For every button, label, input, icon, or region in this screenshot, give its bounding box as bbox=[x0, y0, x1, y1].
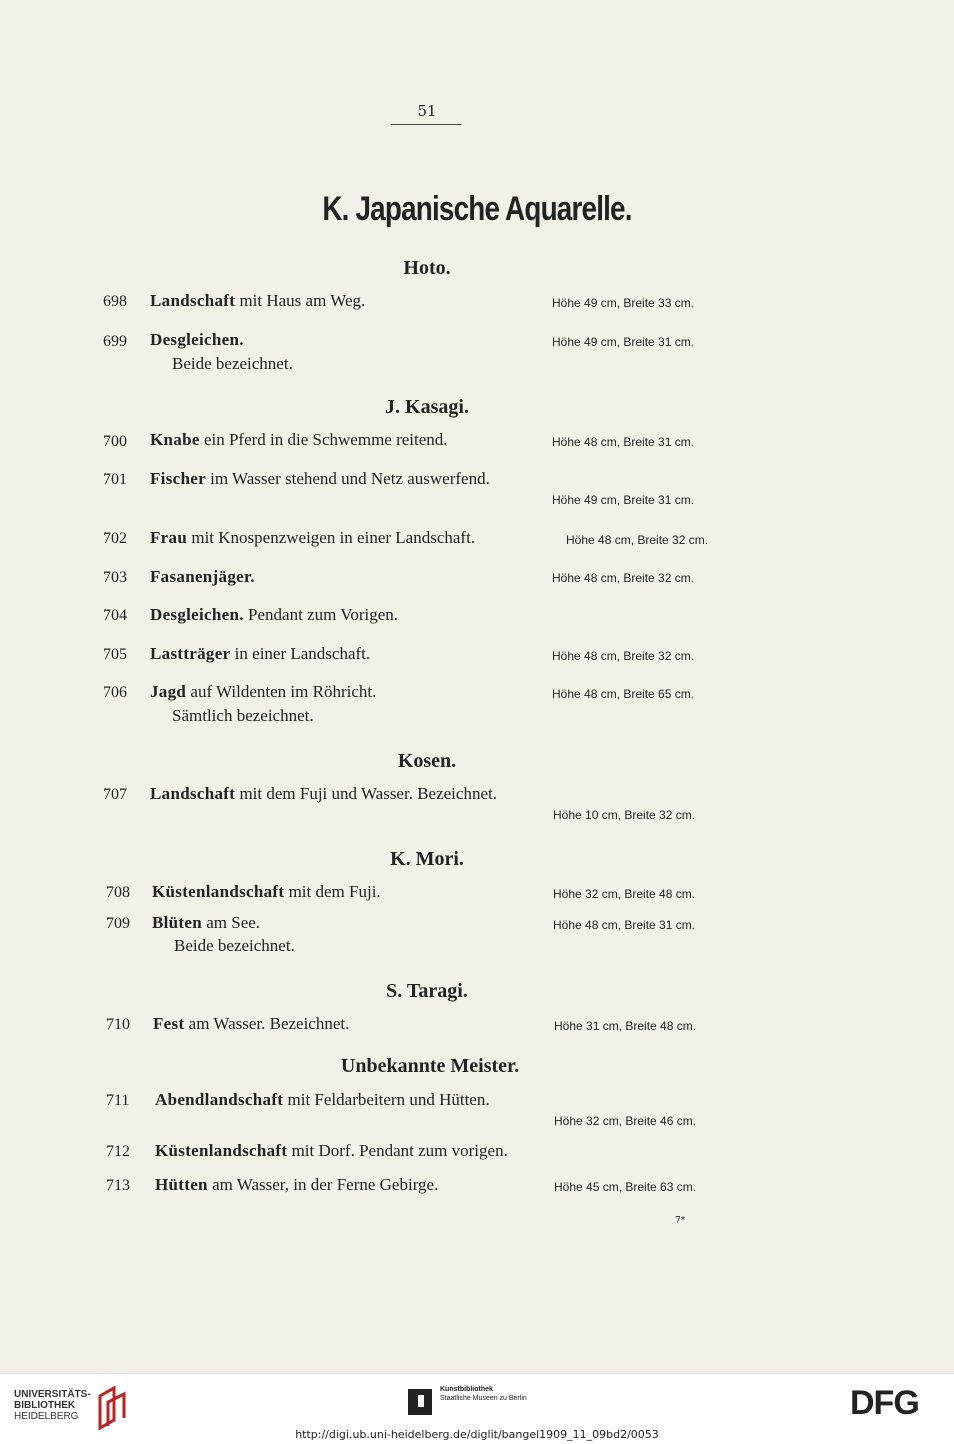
entry-title: Landschaft bbox=[150, 784, 236, 803]
entry-title: Küstenlandschaft bbox=[155, 1141, 288, 1160]
entry-title: Fasanenjäger. bbox=[150, 567, 255, 586]
entry-text bbox=[150, 330, 244, 350]
entry-text bbox=[150, 291, 365, 311]
entry-number: 706 bbox=[103, 684, 127, 701]
entry-dimensions: Höhe 10 cm, Breite 32 cm. bbox=[553, 808, 696, 822]
permalink-url[interactable]: http://digi.ub.uni-heidelberg.de/diglit/bangel1909_11_09bd2/0053 bbox=[295, 1428, 659, 1441]
entry-number: 698 bbox=[103, 293, 127, 310]
entry-text bbox=[150, 682, 376, 702]
section-title: K. Japanische Aquarelle. bbox=[322, 190, 632, 228]
entry-text bbox=[155, 1141, 508, 1161]
entry-number: 707 bbox=[103, 786, 127, 803]
entry-dimensions: Höhe 48 cm, Breite 32 cm. bbox=[552, 649, 695, 663]
entry-description: mit Feldarbeitern und Hütten. bbox=[283, 1090, 490, 1109]
entry-text bbox=[153, 1014, 349, 1034]
entry-text bbox=[155, 1090, 490, 1110]
entry-description: am Wasser, in der Ferne Gebirge. bbox=[207, 1175, 439, 1194]
entry-number: 700 bbox=[103, 433, 127, 450]
kb-line-2: Staatliche Museen zu Berlin bbox=[440, 1395, 527, 1402]
entry-number: 710 bbox=[106, 1016, 130, 1033]
entry-note: Sämtlich bezeichnet. bbox=[172, 706, 314, 725]
entry-text bbox=[152, 882, 381, 902]
page-number-rule bbox=[391, 124, 461, 125]
entry-number: 702 bbox=[103, 530, 127, 547]
entry-dimensions: Höhe 49 cm, Breite 33 cm. bbox=[552, 296, 695, 310]
entry-title: Knabe bbox=[150, 430, 200, 449]
uni-line-3: HEIDELBERG bbox=[14, 1411, 79, 1422]
entry-description: auf Wildenten im Röhricht. bbox=[186, 682, 377, 701]
entry-note: Beide bezeichnet. bbox=[174, 936, 295, 955]
entry-description: ein Pferd in die Schwemme reitend. bbox=[199, 430, 448, 449]
entry-text bbox=[150, 430, 448, 450]
kunstbibliothek-text bbox=[440, 1385, 527, 1403]
entry-dimensions: Höhe 31 cm, Breite 48 cm. bbox=[554, 1019, 697, 1033]
entry-description: mit Haus am Weg. bbox=[235, 291, 366, 310]
entry-description: mit dem Fuji. bbox=[284, 882, 381, 901]
entry-title: Lastträger bbox=[150, 644, 231, 663]
dfg-logo[interactable]: DFG bbox=[850, 1384, 919, 1422]
entry-dimensions: Höhe 48 cm, Breite 31 cm. bbox=[552, 435, 695, 449]
entry-title: Blüten bbox=[152, 913, 202, 932]
entry-description: mit Dorf. Pendant zum vorigen. bbox=[287, 1141, 508, 1160]
artist-heading: Kosen. bbox=[397, 750, 457, 772]
artist-heading: K. Mori. bbox=[390, 848, 464, 870]
entry-note: Beide bezeichnet. bbox=[172, 354, 293, 373]
entry-dimensions: Höhe 32 cm, Breite 48 cm. bbox=[553, 887, 696, 901]
entry-title: Jagd bbox=[150, 682, 187, 701]
kb-line-1: Kunstbibliothek bbox=[440, 1386, 493, 1393]
entry-text bbox=[150, 605, 398, 625]
university-logo-icon[interactable] bbox=[96, 1382, 130, 1432]
entry-dimensions: Höhe 45 cm, Breite 63 cm. bbox=[554, 1180, 697, 1194]
entry-number: 704 bbox=[103, 607, 127, 624]
entry-dimensions: Höhe 48 cm, Breite 32 cm. bbox=[552, 571, 695, 585]
entry-dimensions: Höhe 49 cm, Breite 31 cm. bbox=[552, 335, 695, 349]
entry-number: 709 bbox=[106, 915, 130, 932]
entry-title: Frau bbox=[150, 528, 188, 547]
entry-title: Abendlandschaft bbox=[155, 1090, 284, 1109]
entry-number: 711 bbox=[106, 1092, 130, 1109]
kunstbibliothek-logo-icon bbox=[406, 1387, 434, 1417]
uni-line-2: BIBLIOTHEK bbox=[14, 1400, 76, 1411]
entry-title: Desgleichen. bbox=[150, 330, 244, 349]
entry-title: Fischer bbox=[150, 469, 206, 488]
artist-heading: S. Taragi. bbox=[386, 980, 468, 1002]
artist-heading: Hoto. bbox=[403, 257, 451, 279]
entry-text bbox=[155, 1175, 438, 1195]
entry-description: in einer Landschaft. bbox=[230, 644, 371, 663]
entry-title: Desgleichen. bbox=[150, 605, 244, 624]
entry-dimensions: Höhe 48 cm, Breite 65 cm. bbox=[552, 687, 695, 701]
entry-number: 713 bbox=[106, 1177, 130, 1194]
entry-number: 703 bbox=[103, 569, 127, 586]
entry-dimensions: Höhe 48 cm, Breite 32 cm. bbox=[566, 533, 709, 547]
entry-text bbox=[150, 567, 255, 587]
entry-number: 705 bbox=[103, 646, 127, 663]
entry-text bbox=[150, 644, 370, 664]
artist-heading: Unbekannte Meister. bbox=[340, 1055, 520, 1077]
entry-title: Landschaft bbox=[150, 291, 236, 310]
entry-number: 708 bbox=[106, 884, 130, 901]
entry-number: 712 bbox=[106, 1143, 130, 1160]
entry-text bbox=[150, 469, 490, 489]
entry-title: Hütten bbox=[155, 1175, 208, 1194]
entry-description: Pendant zum Vorigen. bbox=[243, 605, 399, 624]
entry-description: am Wasser. Bezeichnet. bbox=[184, 1014, 350, 1033]
artist-heading: J. Kasagi. bbox=[385, 396, 469, 418]
entry-text bbox=[150, 784, 497, 804]
uni-line-1: UNIVERSITÄTS- bbox=[14, 1389, 91, 1400]
entry-description: am See. bbox=[201, 913, 261, 932]
entry-dimensions: Höhe 48 cm, Breite 31 cm. bbox=[553, 918, 696, 932]
entry-title: Fest bbox=[153, 1014, 185, 1033]
signature-mark: 7* bbox=[675, 1216, 686, 1226]
university-logo-text[interactable] bbox=[14, 1389, 91, 1422]
entry-description: im Wasser stehend und Netz auswerfend. bbox=[205, 469, 490, 488]
entry-number: 699 bbox=[103, 333, 127, 350]
entry-text bbox=[152, 913, 260, 933]
page-number: 51 bbox=[417, 102, 437, 120]
entry-text bbox=[150, 528, 475, 548]
entry-description: mit Knospenzweigen in einer Landschaft. bbox=[187, 528, 476, 547]
entry-description: mit dem Fuji und Wasser. Bezeichnet. bbox=[235, 784, 497, 803]
entry-number: 701 bbox=[103, 471, 127, 488]
entry-dimensions: Höhe 49 cm, Breite 31 cm. bbox=[552, 493, 695, 507]
entry-dimensions: Höhe 32 cm, Breite 46 cm. bbox=[554, 1114, 697, 1128]
entry-title: Küstenlandschaft bbox=[152, 882, 285, 901]
